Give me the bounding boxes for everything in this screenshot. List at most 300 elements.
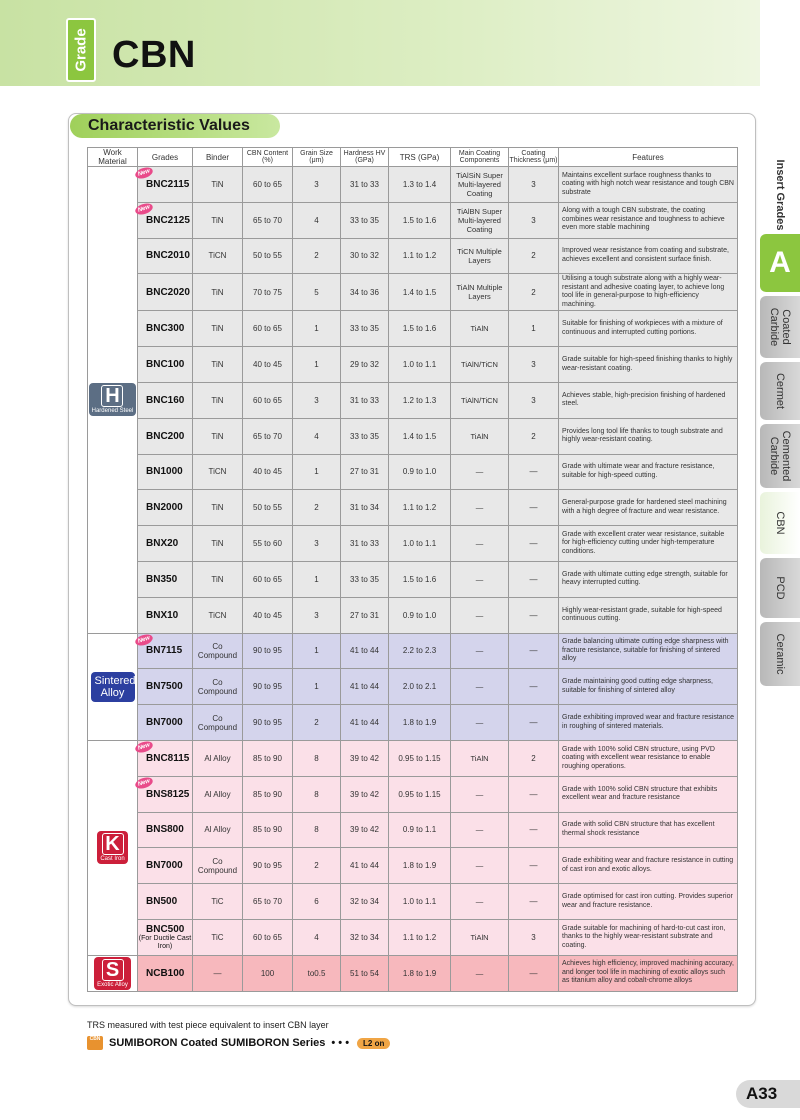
trs-cell: 1.8 to 1.9: [389, 955, 451, 991]
binder-cell: TiC: [193, 919, 243, 955]
trs-cell: 1.0 to 1.1: [389, 884, 451, 920]
grain-size-cell: 8: [293, 776, 341, 812]
features-cell: Along with a tough CBN substrate, the coating combines wear resistance and toughness to achieve even more stable machining: [559, 202, 738, 238]
side-tab-cbn[interactable]: CBN: [760, 492, 800, 554]
trs-cell: 2.2 to 2.3: [389, 633, 451, 669]
table-row: [88, 526, 738, 562]
grain-size-cell: 3: [293, 382, 341, 418]
grade-name: BNC160: [146, 394, 185, 406]
table-row: [88, 955, 738, 991]
side-tab-pcd[interactable]: PCD: [760, 558, 800, 618]
new-badge-icon: New: [134, 201, 154, 216]
table-row: [88, 490, 738, 526]
coating-thickness-cell: 2: [509, 418, 559, 454]
col-header: TRS (GPa): [389, 148, 451, 167]
hardness-cell: 51 to 54: [341, 955, 389, 991]
coating-cell: —: [451, 454, 509, 490]
hardness-cell: 41 to 44: [341, 705, 389, 741]
table-row: [88, 705, 738, 741]
side-tabs: [760, 160, 800, 690]
coating-cell: —: [451, 848, 509, 884]
work-material-name: Cast Iron: [100, 856, 125, 863]
page-number: A33: [736, 1080, 800, 1108]
side-tab-a[interactable]: A: [760, 234, 800, 292]
cbn-content-cell: 60 to 65: [243, 382, 293, 418]
features-cell: Improved wear resistance from coating and substrate, achieves excellent and consistent surface finish.: [559, 238, 738, 274]
coating-thickness-cell: 3: [509, 202, 559, 238]
cbn-content-cell: 65 to 70: [243, 418, 293, 454]
hardness-cell: 31 to 33: [341, 167, 389, 203]
work-material-badge: [89, 383, 137, 416]
work-material-badge: [94, 957, 131, 990]
table-row: [88, 454, 738, 490]
cbn-content-cell: 90 to 95: [243, 633, 293, 669]
grade-tab: Grade: [66, 18, 96, 82]
table-row: [88, 740, 738, 776]
grade-name: BNC200: [146, 430, 185, 442]
trs-cell: 0.95 to 1.15: [389, 740, 451, 776]
features-cell: Achieves high efficiency, improved machining accuracy, and longer tool life in machining of exotic alloys such as titanium alloy and cobalt-chrome alloys: [559, 955, 738, 991]
new-badge-icon: New: [134, 775, 154, 790]
grain-size-cell: 4: [293, 202, 341, 238]
cbn-content-cell: 40 to 45: [243, 454, 293, 490]
trs-footnote: TRS measured with test piece equivalent to insert CBN layer: [87, 1020, 329, 1030]
features-cell: Grade optimised for cast iron cutting. Provides superior wear and fracture resistance.: [559, 884, 738, 920]
work-material-name: Sintered Alloy: [94, 674, 136, 699]
side-tab-ceramic[interactable]: Ceramic: [760, 622, 800, 686]
grade-cell: [138, 490, 193, 526]
features-cell: Grade with ultimate cutting edge strength, suitable for heavy interrupted cutting.: [559, 561, 738, 597]
grade-cell: [138, 955, 193, 991]
grade-name: BNC100: [146, 359, 185, 371]
coating-cell: —: [451, 490, 509, 526]
table-row: [88, 274, 738, 311]
work-material-letter: H: [101, 385, 123, 407]
coating-thickness-cell: —: [509, 955, 559, 991]
col-header: CBN Content (%): [243, 148, 293, 167]
trs-cell: 0.9 to 1.0: [389, 454, 451, 490]
cbn-series-icon: CBN: [87, 1036, 103, 1050]
hardness-cell: 30 to 32: [341, 238, 389, 274]
hardness-cell: 39 to 42: [341, 776, 389, 812]
grade-name: BNS800: [146, 824, 184, 836]
cbn-content-cell: 65 to 70: [243, 202, 293, 238]
page-reference-link[interactable]: L2 on: [357, 1038, 390, 1049]
work-material-name: Hardened Steel: [91, 408, 134, 415]
coating-cell: —: [451, 526, 509, 562]
grain-size-cell: 8: [293, 812, 341, 848]
binder-cell: TiN: [193, 311, 243, 347]
grade-cell: [138, 274, 193, 311]
grain-size-cell: 3: [293, 526, 341, 562]
coating-thickness-cell: 2: [509, 740, 559, 776]
grade-name: BN350: [146, 573, 178, 585]
grain-size-cell: 2: [293, 238, 341, 274]
grade-cell: [138, 669, 193, 705]
table-row: [88, 919, 738, 955]
trs-cell: 1.5 to 1.6: [389, 561, 451, 597]
table-row: [88, 812, 738, 848]
col-header: Coating Thickness (μm): [509, 148, 559, 167]
grade-name: BNC2125: [146, 214, 190, 226]
coating-thickness-cell: 1: [509, 311, 559, 347]
hardness-cell: 41 to 44: [341, 848, 389, 884]
trs-cell: 1.3 to 1.4: [389, 167, 451, 203]
trs-cell: 1.1 to 1.2: [389, 490, 451, 526]
table-row: [88, 776, 738, 812]
series-dots: • • •: [331, 1037, 350, 1049]
cbn-content-cell: 40 to 45: [243, 597, 293, 633]
features-cell: Grade maintaining good cutting edge sharpness, suitable for finishing of sintered alloy: [559, 669, 738, 705]
coating-thickness-cell: 3: [509, 382, 559, 418]
grade-cell: [138, 561, 193, 597]
trs-cell: 0.9 to 1.1: [389, 812, 451, 848]
trs-cell: 1.8 to 1.9: [389, 705, 451, 741]
grade-name: BNX20: [146, 538, 179, 550]
grain-size-cell: 1: [293, 561, 341, 597]
grain-size-cell: 4: [293, 919, 341, 955]
grade-name: BNC2010: [146, 250, 190, 262]
coating-cell: TiAlN: [451, 919, 509, 955]
binder-cell: TiN: [193, 347, 243, 383]
coating-thickness-cell: 3: [509, 347, 559, 383]
col-header: Work Material: [88, 148, 138, 167]
coating-cell: TiAlN/TiCN: [451, 347, 509, 383]
grade-name: BN7000: [146, 860, 183, 872]
hardness-cell: 33 to 35: [341, 202, 389, 238]
coating-thickness-cell: —: [509, 526, 559, 562]
coating-cell: —: [451, 705, 509, 741]
binder-cell: Co Compound: [193, 669, 243, 705]
grade-name: BNC300: [146, 323, 185, 335]
series-reference: [87, 1036, 390, 1050]
features-cell: Grade suitable for machining of hard-to-cut cast iron, thanks to the highly wear-resistant substrate and coating.: [559, 919, 738, 955]
page-title: CBN: [112, 34, 196, 76]
features-cell: Grade with 100% solid CBN structure, using PVD coating with excellent wear resistance to enable roughing operations.: [559, 740, 738, 776]
binder-cell: Al Alloy: [193, 776, 243, 812]
coating-cell: —: [451, 955, 509, 991]
grain-size-cell: 6: [293, 884, 341, 920]
binder-cell: TiN: [193, 418, 243, 454]
grain-size-cell: 4: [293, 418, 341, 454]
col-header: Hardness HV (GPa): [341, 148, 389, 167]
binder-cell: TiN: [193, 382, 243, 418]
binder-cell: Al Alloy: [193, 740, 243, 776]
coating-cell: —: [451, 884, 509, 920]
coating-thickness-cell: 3: [509, 167, 559, 203]
coating-cell: —: [451, 633, 509, 669]
grain-size-cell: 2: [293, 490, 341, 526]
table-row: [88, 238, 738, 274]
hardness-cell: 41 to 44: [341, 669, 389, 705]
coating-thickness-cell: —: [509, 454, 559, 490]
table-row: [88, 311, 738, 347]
col-header: Main Coating Components: [451, 148, 509, 167]
cbn-content-cell: 40 to 45: [243, 347, 293, 383]
grain-size-cell: 3: [293, 597, 341, 633]
grade-name: BNC2115: [146, 178, 190, 190]
trs-cell: 1.1 to 1.2: [389, 919, 451, 955]
binder-cell: TiN: [193, 561, 243, 597]
hardness-cell: 33 to 35: [341, 311, 389, 347]
binder-cell: TiN: [193, 526, 243, 562]
grade-cell: [138, 526, 193, 562]
coating-cell: —: [451, 776, 509, 812]
hardness-cell: 34 to 36: [341, 274, 389, 311]
table-row: [88, 347, 738, 383]
table-row: [88, 561, 738, 597]
grade-name: BNX10: [146, 609, 179, 621]
table-header-row: [88, 148, 738, 167]
features-cell: Utilising a tough substrate along with a highly wear-resistant and adhesive coating layer, to achieve long tool life in general-purpose to high-efficiency machining.: [559, 274, 738, 311]
trs-cell: 0.95 to 1.15: [389, 776, 451, 812]
grain-size-cell: 2: [293, 705, 341, 741]
coating-cell: TiAlN: [451, 311, 509, 347]
table-row: [88, 633, 738, 669]
grade-cell: [138, 705, 193, 741]
features-cell: Grade with 100% solid CBN structure that exhibits excellent wear and fracture resistance: [559, 776, 738, 812]
hardness-cell: 33 to 35: [341, 418, 389, 454]
grain-size-cell: 8: [293, 740, 341, 776]
coating-cell: TiAlN: [451, 418, 509, 454]
coating-thickness-cell: —: [509, 633, 559, 669]
cbn-content-cell: 60 to 65: [243, 919, 293, 955]
cbn-content-cell: 50 to 55: [243, 490, 293, 526]
work-material-name: Exotic Alloy: [97, 981, 128, 988]
grade-cell: [138, 382, 193, 418]
cbn-content-cell: 100: [243, 955, 293, 991]
grade-cell: [138, 347, 193, 383]
binder-cell: TiN: [193, 274, 243, 311]
features-cell: Grade with excellent crater wear resistance, suitable for high-efficiency cutting under high-temperature conditions.: [559, 526, 738, 562]
grain-size-cell: to0.5: [293, 955, 341, 991]
features-cell: Suitable for finishing of workpieces with a mixture of continuous and interrupted cutting portions.: [559, 311, 738, 347]
coating-cell: —: [451, 597, 509, 633]
coating-thickness-cell: —: [509, 812, 559, 848]
work-material-letter: K: [102, 833, 124, 855]
grain-size-cell: 5: [293, 274, 341, 311]
section-title: Characteristic Values: [70, 114, 280, 138]
grade-cell: [138, 740, 193, 776]
trs-cell: 0.9 to 1.0: [389, 597, 451, 633]
col-header: Grades: [138, 148, 193, 167]
table-row: [88, 884, 738, 920]
hardness-cell: 41 to 44: [341, 633, 389, 669]
table-row: [88, 848, 738, 884]
table-row: [88, 418, 738, 454]
features-cell: Grade with ultimate wear and fracture resistance, suitable for high-speed cutting.: [559, 454, 738, 490]
coating-thickness-cell: —: [509, 597, 559, 633]
coating-cell: —: [451, 812, 509, 848]
trs-cell: 1.5 to 1.6: [389, 311, 451, 347]
features-cell: Maintains excellent surface roughness thanks to coating with high notch wear resistance and tough CBN substrate: [559, 167, 738, 203]
cbn-content-cell: 85 to 90: [243, 776, 293, 812]
grade-name: BN7500: [146, 681, 183, 693]
table-row: [88, 167, 738, 203]
grain-size-cell: 3: [293, 167, 341, 203]
grade-cell: [138, 633, 193, 669]
table-row: [88, 597, 738, 633]
coating-thickness-cell: —: [509, 705, 559, 741]
coating-thickness-cell: —: [509, 884, 559, 920]
coating-thickness-cell: —: [509, 776, 559, 812]
coating-cell: TiCN Multiple Layers: [451, 238, 509, 274]
binder-cell: —: [193, 955, 243, 991]
features-cell: Provides long tool life thanks to tough substrate and highly wear-resistant coating.: [559, 418, 738, 454]
cbn-content-cell: 60 to 65: [243, 561, 293, 597]
binder-cell: TiCN: [193, 238, 243, 274]
work-material-badge: [91, 672, 135, 702]
hardness-cell: 27 to 31: [341, 597, 389, 633]
work-material-cell: [88, 633, 138, 740]
coating-thickness-cell: —: [509, 669, 559, 705]
grade-cell: [138, 202, 193, 238]
grade-name: BN500: [146, 896, 178, 908]
binder-cell: TiN: [193, 490, 243, 526]
grade-cell: [138, 454, 193, 490]
grain-size-cell: 1: [293, 311, 341, 347]
grade-cell: [138, 884, 193, 920]
coating-thickness-cell: 3: [509, 919, 559, 955]
features-cell: General-purpose grade for hardened steel machining with a high degree of fracture and wear resistance.: [559, 490, 738, 526]
features-cell: Grade exhibiting improved wear and fracture resistance in roughing of sintered materials.: [559, 705, 738, 741]
coating-thickness-cell: —: [509, 490, 559, 526]
binder-cell: Co Compound: [193, 633, 243, 669]
cbn-content-cell: 85 to 90: [243, 812, 293, 848]
new-badge-icon: New: [134, 165, 154, 180]
grain-size-cell: 1: [293, 633, 341, 669]
grade-name: BN7000: [146, 717, 183, 729]
table-row: [88, 669, 738, 705]
cbn-content-cell: 85 to 90: [243, 740, 293, 776]
col-header: Grain Size (μm): [293, 148, 341, 167]
grade-cell: [138, 167, 193, 203]
grade-name: BNC2020: [146, 286, 190, 298]
side-tab-coated-carbide[interactable]: Coated Carbide: [760, 296, 800, 358]
side-tab-cermet[interactable]: Cermet: [760, 362, 800, 420]
hardness-cell: 29 to 32: [341, 347, 389, 383]
trs-cell: 1.4 to 1.5: [389, 418, 451, 454]
hardness-cell: 31 to 33: [341, 382, 389, 418]
trs-cell: 1.1 to 1.2: [389, 238, 451, 274]
binder-cell: TiCN: [193, 454, 243, 490]
binder-cell: TiCN: [193, 597, 243, 633]
trs-cell: 1.5 to 1.6: [389, 202, 451, 238]
binder-cell: TiC: [193, 884, 243, 920]
features-cell: Grade with solid CBN structure that has excellent thermal shock resistance: [559, 812, 738, 848]
grade-name: NCB100: [146, 967, 185, 979]
new-badge-icon: New: [134, 632, 154, 647]
coating-thickness-cell: —: [509, 848, 559, 884]
hardness-cell: 31 to 34: [341, 490, 389, 526]
side-tab-cemented-carbide[interactable]: Cemented Carbide: [760, 424, 800, 488]
work-material-letter: S: [102, 959, 124, 981]
features-cell: Grade suitable for high-speed finishing thanks to highly wear-resistant coating.: [559, 347, 738, 383]
cbn-content-cell: 65 to 70: [243, 884, 293, 920]
grain-size-cell: 2: [293, 848, 341, 884]
trs-cell: 2.0 to 2.1: [389, 669, 451, 705]
trs-cell: 1.4 to 1.5: [389, 274, 451, 311]
table-row: [88, 382, 738, 418]
grade-cell: [138, 238, 193, 274]
work-material-cell: [88, 740, 138, 955]
cbn-content-cell: 60 to 65: [243, 167, 293, 203]
coating-cell: TiAlN: [451, 740, 509, 776]
coating-cell: TiAlN/TiCN: [451, 382, 509, 418]
grade-subtitle: (For Ductile Cast Iron): [138, 934, 192, 950]
grain-size-cell: 1: [293, 454, 341, 490]
grain-size-cell: 1: [293, 669, 341, 705]
cbn-content-cell: 90 to 95: [243, 848, 293, 884]
binder-cell: Co Compound: [193, 848, 243, 884]
features-cell: Grade balancing ultimate cutting edge sharpness with fracture resistance, suitable for finishing of sintered alloy: [559, 633, 738, 669]
coating-cell: TiAlSiN Super Multi-layered Coating: [451, 167, 509, 203]
hardness-cell: 27 to 31: [341, 454, 389, 490]
grade-cell: [138, 311, 193, 347]
features-cell: Highly wear-resistant grade, suitable for high-speed continuous cutting.: [559, 597, 738, 633]
cbn-content-cell: 90 to 95: [243, 705, 293, 741]
features-cell: Grade exhibiting wear and fracture resistance in cutting of cast iron and exotic alloys.: [559, 848, 738, 884]
trs-cell: 1.0 to 1.1: [389, 526, 451, 562]
grade-cell: [138, 919, 193, 955]
grain-size-cell: 1: [293, 347, 341, 383]
hardness-cell: 32 to 34: [341, 919, 389, 955]
binder-cell: Al Alloy: [193, 812, 243, 848]
coating-cell: TiAlBN Super Multi-layered Coating: [451, 202, 509, 238]
binder-cell: Co Compound: [193, 705, 243, 741]
hardness-cell: 32 to 34: [341, 884, 389, 920]
coating-cell: —: [451, 561, 509, 597]
work-material-cell: [88, 167, 138, 634]
binder-cell: TiN: [193, 202, 243, 238]
hardness-cell: 33 to 35: [341, 561, 389, 597]
col-header: Features: [559, 148, 738, 167]
hardness-cell: 31 to 33: [341, 526, 389, 562]
grade-cell: [138, 848, 193, 884]
work-material-badge: [97, 831, 127, 864]
series-name: SUMIBORON Coated SUMIBORON Series: [109, 1037, 326, 1049]
work-material-cell: [88, 955, 138, 991]
grade-cell: [138, 418, 193, 454]
coating-cell: TiAlN Multiple Layers: [451, 274, 509, 311]
features-cell: Achieves stable, high-precision finishing of hardened steel.: [559, 382, 738, 418]
binder-cell: TiN: [193, 167, 243, 203]
characteristic-values-table: [87, 147, 738, 992]
cbn-content-cell: 90 to 95: [243, 669, 293, 705]
hardness-cell: 39 to 42: [341, 812, 389, 848]
col-header: Binder: [193, 148, 243, 167]
cbn-content-cell: 55 to 60: [243, 526, 293, 562]
grade-name: BN1000: [146, 466, 183, 478]
coating-thickness-cell: —: [509, 561, 559, 597]
cbn-content-cell: 70 to 75: [243, 274, 293, 311]
coating-thickness-cell: 2: [509, 238, 559, 274]
grade-cell: [138, 812, 193, 848]
grade-name: BNC8115: [146, 752, 190, 764]
grade-name: BNS8125: [146, 788, 190, 800]
hardness-cell: 39 to 42: [341, 740, 389, 776]
cbn-content-cell: 60 to 65: [243, 311, 293, 347]
side-tab-insert-grades[interactable]: Insert Grades: [760, 160, 800, 230]
grade-name: BNC500: [146, 923, 185, 935]
trs-cell: 1.0 to 1.1: [389, 347, 451, 383]
table-row: [88, 202, 738, 238]
grade-cell: [138, 597, 193, 633]
coating-thickness-cell: 2: [509, 274, 559, 311]
trs-cell: 1.8 to 1.9: [389, 848, 451, 884]
trs-cell: 1.2 to 1.3: [389, 382, 451, 418]
grade-name: BN7115: [146, 645, 183, 657]
